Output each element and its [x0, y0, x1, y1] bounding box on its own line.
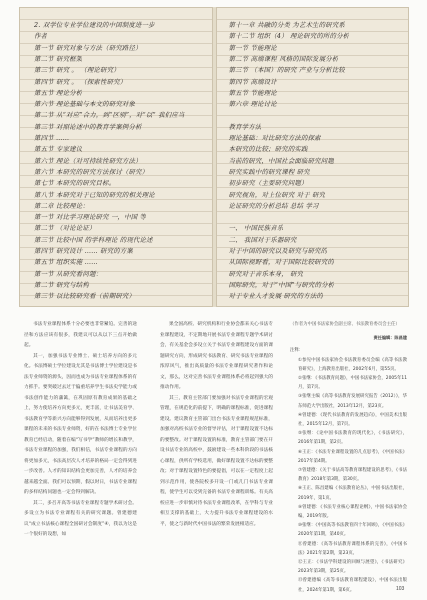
handwritten-line: 研究实践中的研究课程 研究 [228, 167, 310, 176]
handwritten-line: 第二节 研究与结构 [34, 280, 89, 289]
reference-item: ③张继主编《高等书法教育发展研究报告（2012）》，华东师范大学出版社，2013年12月，第23页。 [298, 394, 407, 409]
handwritten-line: 对于中国的研究以及研究与研究的 [228, 247, 328, 255]
handwritten-line: 国际研究，对于“中国”与研究的分析 [228, 280, 335, 289]
author-note: （作者为中国书法家协会副主席、书法教育委员会主任） [290, 322, 400, 327]
handwritten-line: 第一节 节能理论 [228, 43, 277, 52]
references-list [290, 356, 407, 595]
reference-item: ⑬曾建德编《高等书法教育课程建设》，中国书法出版社，2024年第1期，第6页。 [298, 578, 407, 593]
reference-item: ⑦曾建德：《关于书法高等教育课程建设的思考》，《书法教育》2018年第3期，第30页。 [298, 468, 407, 483]
manuscript-right-page [216, 7, 410, 307]
handwritten-line: 第十一章 共融的分类 为艺术生的研究系 [228, 21, 346, 29]
handwritten-line: 第三节 以比较研究看（前期研究） [34, 292, 136, 301]
handwritten-line: 一、 中国民族音乐 [228, 224, 284, 233]
handwritten-line: 第五节 节能理论 [228, 88, 277, 97]
handwritten-line: 第一节 研究对象与方法（研究路径） [34, 43, 142, 52]
handwritten-line: 第四节 高端设计 [228, 77, 277, 86]
body-paragraph: 书法专业课程体系十分必要也非常紧迫。完善的途径和方法应该有很多，我建议可以从以下三点开始做起。 [24, 322, 137, 348]
text-column-right [290, 320, 407, 595]
body-paragraph: 其一，加强书法专业博士、硕士培养方向的多元化。书法博硕士学位建设尤其是书法博士学位建设是书法专业师资的源头，因而也成为书法专业课程体系的有力抓手。要突破过去过于偏重培养学生书法史学能力或书法创作能力的藩篱，在巩固原有教育成果的基础之上，努力使培养方向更多元，更丰富，让书法美育学、书法教育学等新兴方向能够得到发展，从而培养出更多课程的未来的书法专业师资，好的在书法博士专业学位教育已经启动，随着在编“写书学”教师的增长和教学，书法专业课程的加强，我们相信，书法专业课程的方向将更加多元，书法高层次人才培养的格局一定会得到进一步改善。人才的知识结构会更加完善，人才的培养会越来越全面。我们可以预期，假以时日，书法专业课程的多样结构问题也一定会得到解决。 [24, 353, 137, 495]
reference-item: ④曾建德：《现代书法教育的发展趋向》，中国美术出版社，2015年12月，第7页。 [298, 412, 407, 428]
handwritten-line: 第六节 理论基础与本文的研究对象 [34, 100, 136, 109]
reference-item: ⑥王正：《书法专业课程设置的几点思考》，《中国书法》2017年第4期。 [298, 449, 407, 464]
handwritten-line: 第六节 本研究的研究方法探讨（研究） [34, 167, 149, 176]
handwritten-line: 第六节 理论（对可持续性研究方法） [34, 156, 142, 165]
handwritten-line: 第一节 对比学习理论研究 一，中国 等 [34, 213, 147, 222]
handwritten-line: 第二章 比较理论： [34, 201, 89, 210]
reference-item: ⑤张继：《论中国书法教育的现代化》，《书法研究》，2016年第1期，第2页。 [298, 431, 407, 446]
handwritten-line: 从国际视野看，对于国际比较研究的 [228, 258, 334, 267]
handwritten-line: 第三节 （本国）的研究 产业与分析比较 [228, 66, 346, 75]
handwritten-line: 第八节 本研究对于已知的研究的相关理论 [34, 190, 155, 199]
handwritten-line: 第六章 理论讨论 [228, 100, 277, 109]
reference-item: ⑨曾建德：《书法专业核心课程论纲》，中国书法家协会编，2019年版。 [298, 504, 407, 520]
body-paragraph: 其三，教育主管部门要加强对书法专业课程的宏观管理，在规范化的前提下，明确的课程标准，促进课程建设。建议教育主管部门出台书法专业课程规范标准，加强对高校书法专业的督导评估，对于课程设置不达标的要整改。对于课程设置的标准，教育主管部门要在开设书法专业的高校中，鼓励建设一些本科阶段的书法核心课程，供所有学校选用，做好课程设置不达标的要整改；对于课程设置特色的要提倡，可以在一定程度上起到示范作用，使各院校多开设一门或几门书法专业课程，使学生可以受到完备的书法专业课程训练。有关高校应进一步审慎对待书法专业课程改革，在学科与专业相互支撑的基础上，大力提升书法专业课程建设的水平，使之与新时代中国书法的繁荣发展相适应。 [160, 395, 273, 527]
handwritten-line: 第二节 （对论论证） [34, 224, 96, 233]
body-paragraph: 果全国高校、研究机构和行业协会都来关心书法专业课程建设，不定期地开展书法专业课程专题学术研讨会，有关基金会多设立关于书法专业课程建设方面的课题研究方向，形成研究书法教育、研究书法专业课程的浓厚风气，推出高质量的书法专业课程研究著作和论文，那么，这对完善书法专业课程体系必将起到强大的推动作用。 [160, 322, 273, 390]
handwritten-line: 作者 [34, 32, 48, 41]
handwritten-line: 第五节 理论分析 [34, 88, 83, 97]
manuscript-photo [19, 7, 409, 307]
handwritten-line: 第三节 研究 。 （理论研究） [34, 66, 120, 75]
handwritten-line: 初步研究（主要研究问题） [228, 179, 308, 188]
handwritten-line: 教育学方法 [228, 122, 262, 131]
reference-item: ②张继：《书法教育问题》，中国书法家协会，2005年11月，第7页。 [298, 376, 407, 391]
handwritten-line: 第三节 比较中国 的学科理论 的现代论述 [34, 235, 153, 244]
handwritten-line: 第五节 组织实施 …… [34, 258, 98, 267]
text-column-middle [160, 320, 273, 530]
handwritten-line: 第四节 研究设计 …… 研究的方案 [34, 247, 133, 255]
body-paragraph: 其二，多召开高等书法专业课程专题学术研讨会。多设立为书法专业课程有关的研究课题。曾建德建议“成立书法核心课程全国研讨会制度”④，我以为这是一个很好的设想，如 [24, 500, 137, 537]
handwritten-line: 第四节 研究 。 （探索性研究） [34, 77, 127, 86]
handwritten-line: 研究视角，对上位研究 对于 研究 [228, 190, 326, 199]
handwritten-line: 2. 双学位专业学位建设的中国制度进一步 [34, 21, 155, 29]
handwritten-line: 第一节 从研究看问题： [34, 269, 103, 278]
handwritten-line: 论证研究的分析总结 总结 学习 [228, 201, 319, 210]
reference-item: ⑧王正、陈昌建编《书法教育论丛》，中国书法出版社，2019年，第1页。 [298, 486, 407, 501]
handwritten-line: 第二节 从“对应”合力，到“区别”，对“以” 我们应当 [34, 111, 185, 120]
handwritten-line: 第十二节 组织（4） 理论研究的所的分析 [228, 32, 350, 41]
reference-item: ⑪曾建德：《高等书法教育课程体系的完善》，《中国书法》2021年第2期，第23页。 [298, 541, 407, 556]
handwritten-line: 对于专业人才发展 研究的方法的 [228, 292, 323, 301]
handwritten-line: 第四节 …… [34, 134, 70, 142]
handwritten-line: 二、 我国对于乐器研究 [228, 235, 297, 244]
editor-credit: 责任编辑：陈昌建 [373, 335, 407, 341]
references-title: 注释： [290, 348, 304, 354]
text-column-left [24, 320, 137, 541]
handwritten-line: 研究对于音乐本身， 研究 [228, 269, 304, 278]
handwritten-line: 第七节 本研究的研究目标。 [34, 179, 116, 188]
handwritten-line: 第五节 专家建议 [34, 145, 83, 154]
handwritten-line: 当前的研究，中国社会面临研究问题 [228, 156, 334, 165]
reference-item: ①参见中国书法家协会书法教育委员会编《高等书法教育研究》，上海教育出版社，2002年6月，第55页。 [298, 357, 407, 372]
handwritten-line: 理论基础：对比研究方法的探索 [228, 134, 321, 142]
handwritten-line: 第三节 对照论述中的教育学案例分析 [34, 122, 142, 131]
handwritten-line: 本研究的比较；研究的实践 [228, 145, 308, 154]
reference-item: ⑫王正：《书法学科建设的回顾与展望》，《书法研究》2023年第3期，第25页。 [298, 560, 407, 575]
reference-item: ⑩张继：《中国高等书法教育四十年回顾》，《中国书法》2020年第1期，第40页。 [298, 523, 407, 538]
manuscript-left-page [19, 7, 213, 307]
handwritten-line: 第二节 高端课程 风格的国际发展分析 [228, 54, 339, 63]
page-number: 103 [396, 586, 405, 592]
handwritten-line: 第二节 研究框架 [34, 54, 83, 63]
